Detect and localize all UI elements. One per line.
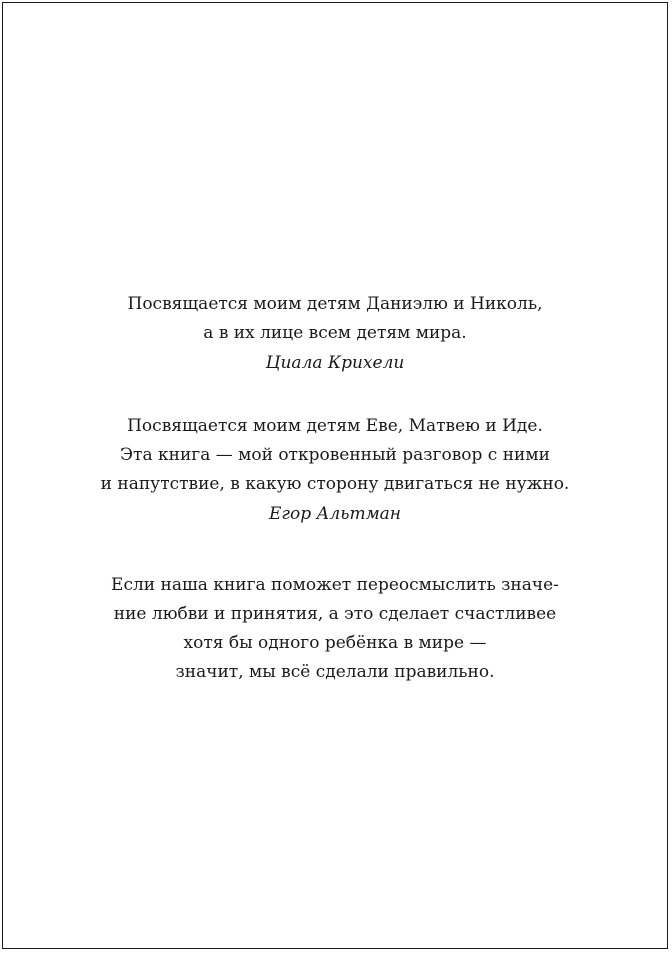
dedications-block bbox=[3, 290, 667, 687]
author-signature: Егор Альтман bbox=[268, 504, 402, 524]
dedication-line: Посвящается моим детям Еве, Матвею и Иде. bbox=[127, 416, 543, 436]
dedication-line: Посвящается моим детям Даниэлю и Николь, bbox=[127, 294, 543, 314]
dedication-altman bbox=[3, 412, 667, 529]
book-page bbox=[2, 2, 668, 949]
closing-line: значит, мы всё сделали правильно. bbox=[175, 662, 495, 682]
dedication-line: и напутствие, в какую сторону двигаться не нужно. bbox=[100, 474, 570, 494]
dedication-line: Эта книга — мой откровенный разговор с ними bbox=[120, 445, 550, 465]
closing-line: хотя бы одного ребёнка в мире — bbox=[183, 633, 487, 653]
author-signature: Циала Крихели bbox=[265, 353, 405, 373]
dedication-krikheli bbox=[3, 290, 667, 378]
closing-statement bbox=[3, 571, 667, 687]
closing-line: Если наша книга поможет переосмыслить значе- bbox=[111, 575, 559, 595]
dedication-line: а в их лице всем детям мира. bbox=[203, 323, 467, 343]
closing-line: ние любви и принятия, а это сделает счастливее bbox=[113, 604, 557, 624]
